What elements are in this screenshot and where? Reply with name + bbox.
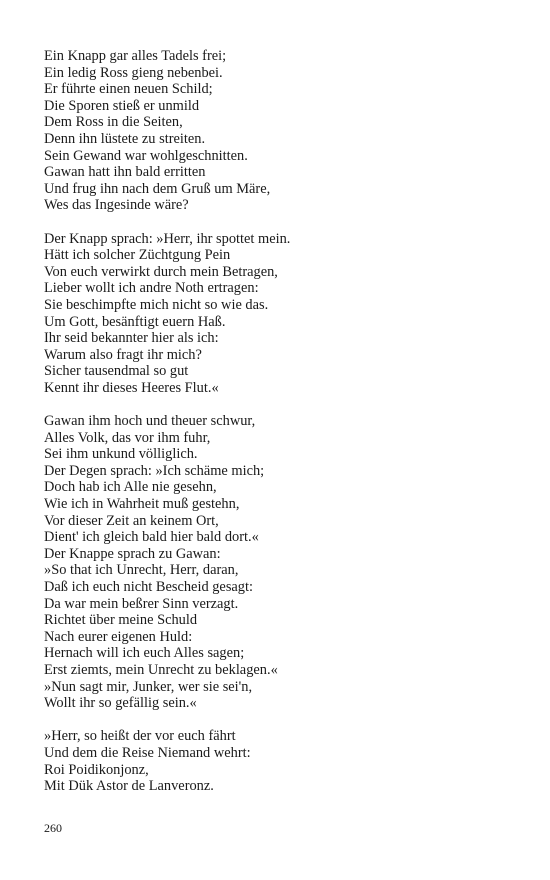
verse-line: »Herr, so heißt der vor euch fährt: [44, 728, 236, 745]
verse-line: Sei ihm unkund völliglich.: [44, 446, 198, 463]
verse-line: Da war mein beßrer Sinn verzagt.: [44, 595, 239, 612]
verse-line: Nach eurer eigenen Huld:: [44, 628, 193, 645]
verse-line: Um Gott, besänftigt euern Haß.: [44, 313, 226, 330]
verse-line: Sicher tausendmal so gut: [44, 363, 189, 380]
verse-line: Der Degen sprach: »Ich schäme mich;: [44, 462, 265, 479]
verse-line: Sie beschimpfte mich nicht so wie das.: [44, 296, 269, 313]
page-number: 260: [44, 821, 62, 835]
verse-line: Die Sporen stieß er unmild: [44, 97, 200, 114]
verse-line: Der Knapp sprach: »Herr, ihr spottet mein.: [44, 230, 291, 247]
verse-line: »So that ich Unrecht, Herr, daran,: [44, 562, 239, 579]
verse-line: Gawan ihm hoch und theuer schwur,: [44, 413, 256, 430]
verse-line: Richtet über meine Schuld: [44, 612, 198, 629]
verse-line: Von euch verwirkt durch mein Betragen,: [44, 263, 278, 280]
verse-line: »Nun sagt mir, Junker, wer sie sei'n,: [44, 678, 253, 695]
verse-line: Ein Knapp gar alles Tadels frei;: [44, 48, 227, 64]
verse-line: Dem Ross in die Seiten,: [44, 114, 183, 131]
verse-line: Gawan hatt ihn bald erritten: [44, 164, 206, 181]
verse-line: Der Knappe sprach zu Gawan:: [44, 545, 221, 562]
verse-line: Wie ich in Wahrheit muß gestehn,: [44, 496, 240, 513]
verse-line: Vor dieser Zeit an keinem Ort,: [44, 512, 219, 529]
verse-line: Er führte einen neuen Schild;: [44, 81, 213, 98]
verse-line: Doch hab ich Alle nie gesehn,: [44, 479, 217, 496]
verse-line: Wes das Ingesinde wäre?: [44, 197, 189, 214]
verse-line: Dient' ich gleich bald hier bald dort.«: [44, 529, 259, 546]
verse-line: Mit Dük Astor de Lanveronz.: [44, 778, 214, 795]
verse-line: Hätt ich solcher Züchtgung Pein: [44, 247, 231, 264]
verse-line: Roi Poidikonjonz,: [44, 761, 149, 778]
stanza-1: [44, 48, 524, 214]
verse-line: Hernach will ich euch Alles sagen;: [44, 645, 245, 662]
verse-line: Alles Volk, das vor ihm fuhr,: [44, 429, 211, 446]
verse-line: Ihr seid bekannter hier als ich:: [44, 330, 219, 347]
stanza-3: [44, 413, 524, 712]
stanza-2: [44, 231, 524, 397]
verse-line: Sein Gewand war wohlgeschnitten.: [44, 147, 248, 164]
verse-line: Lieber wollt ich andre Noth ertragen:: [44, 280, 259, 297]
verse-line: Ein ledig Ross gieng nebenbei.: [44, 64, 223, 81]
verse-line: Denn ihn lüstete zu streiten.: [44, 130, 206, 147]
stanza-4: [44, 728, 524, 794]
verse-line: Erst ziemts, mein Unrecht zu beklagen.«: [44, 661, 278, 678]
verse-line: Und frug ihn nach dem Gruß um Märe,: [44, 180, 271, 197]
verse-line: Kennt ihr dieses Heeres Flut.«: [44, 379, 219, 396]
verse-line: Warum also fragt ihr mich?: [44, 346, 202, 363]
verse-line: Wollt ihr so gefällig sein.«: [44, 695, 197, 712]
poem-text: [44, 48, 524, 811]
verse-line: Daß ich euch nicht Bescheid gesagt:: [44, 579, 253, 595]
verse-line: Und dem die Reise Niemand wehrt:: [44, 744, 251, 761]
